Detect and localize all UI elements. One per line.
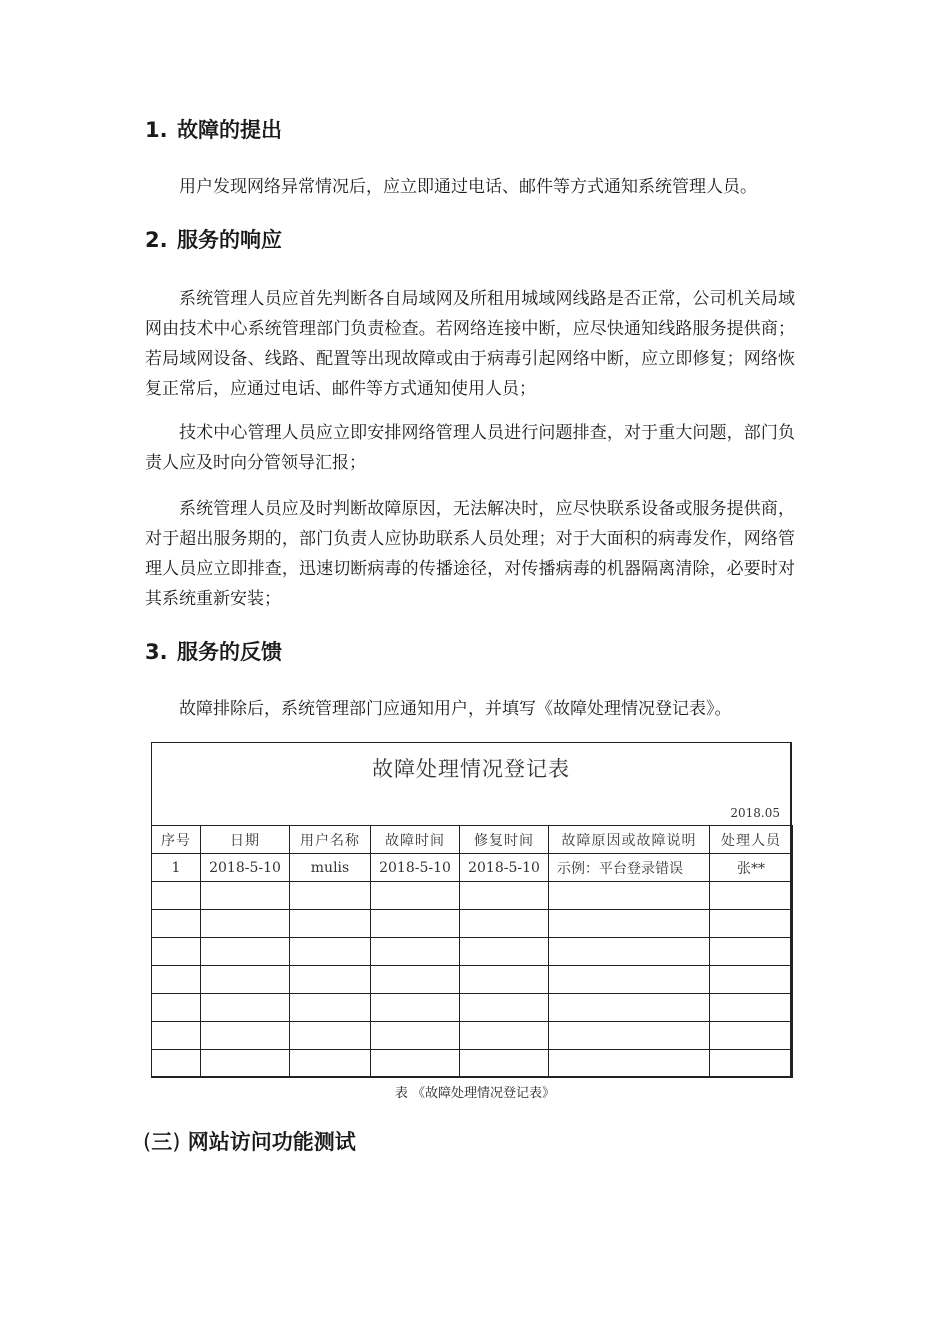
section-title: 网站访问功能测试 (187, 1130, 356, 1154)
heading-number: 2. (145, 228, 168, 252)
table-cell (152, 966, 201, 994)
table-cell (152, 882, 201, 910)
section-numeral: 三 (151, 1130, 173, 1154)
fault-log-table (151, 825, 793, 1078)
table-row (152, 910, 793, 938)
paragraph: 故障排除后，系统管理部门应通知用户，并填写《故障处理情况登记表》。 (179, 699, 732, 719)
table-row (152, 854, 793, 882)
table-cell (152, 1050, 201, 1078)
table-cell (549, 882, 710, 910)
table-cell (290, 966, 371, 994)
heading-title: 故障的提出 (177, 118, 282, 142)
table-cell (710, 1050, 793, 1078)
header-cell-date: 日期 (201, 826, 290, 854)
table-cell (710, 1022, 793, 1050)
paragraph: 系统管理人员应及时判断故障原因，无法解决时，应尽快联系设备或服务提供商，对于超出服务期的，部门负责人应协助联系人员处理；对于大面积的病毒发作，网络管理人员应立即排查，迅速切断病毒的传播途径，对传播病毒的机器隔离清除，必要时对其系统重新安装； (145, 499, 795, 609)
header-cell-description: 故障原因或故障说明 (549, 826, 710, 854)
table-cell (460, 910, 549, 938)
table-row (152, 1050, 793, 1078)
header-cell-handler: 处理人员 (710, 826, 793, 854)
table-cell (371, 1050, 460, 1078)
table-cell (549, 994, 710, 1022)
header-cell-fault-time: 故障时间 (371, 826, 460, 854)
heading-service-response (145, 226, 282, 254)
form-date: 2018.05 (730, 806, 780, 820)
table-cell (290, 910, 371, 938)
heading-service-feedback (145, 638, 282, 666)
table-caption: 表 《故障处理情况登记表》 (394, 1086, 556, 1101)
table-cell (201, 938, 290, 966)
table-row (152, 938, 793, 966)
table-cell (460, 994, 549, 1022)
table-cell (371, 994, 460, 1022)
header-cell-repair-time: 修复时间 (460, 826, 549, 854)
table-row (152, 1022, 793, 1050)
heading-number: 1. (145, 118, 168, 142)
table-cell (710, 966, 793, 994)
heading-title: 服务的反馈 (177, 640, 282, 664)
table-cell: 2018-5-10 (460, 854, 549, 882)
table-cell (290, 994, 371, 1022)
table-cell (152, 910, 201, 938)
table-cell (201, 1050, 290, 1078)
heading-number: 3. (145, 640, 168, 664)
table-cell (549, 966, 710, 994)
section-heading-website-test (143, 1126, 356, 1156)
table-cell (460, 1022, 549, 1050)
table-cell: 张** (710, 854, 793, 882)
table-row (152, 994, 793, 1022)
table-cell (201, 966, 290, 994)
table-cell (460, 938, 549, 966)
paragraph: 系统管理人员应首先判断各自局域网及所租用城域网线路是否正常，公司机关局域网由技术中心系统管理部门负责检查。若网络连接中断，应尽快通知线路服务提供商；若局域网设备、线路、配置等出现故障或由于病毒引起网络中断，应立即修复；网络恢复正常后，应通过电话、邮件等方式通知使用人员； (145, 289, 795, 399)
table-cell (201, 994, 290, 1022)
table-cell (290, 882, 371, 910)
table-cell: mulis (290, 854, 371, 882)
heading-fault-report (145, 116, 282, 144)
table-cell (290, 1050, 371, 1078)
table-cell (152, 1022, 201, 1050)
table-cell (710, 994, 793, 1022)
paragraph: 用户发现网络异常情况后，应立即通过电话、邮件等方式通知系统管理人员。 (179, 177, 757, 197)
table-cell (549, 938, 710, 966)
heading-title: 服务的响应 (177, 228, 282, 252)
table-cell (290, 1022, 371, 1050)
paragraph: 技术中心管理人员应立即安排网络管理人员进行问题排查，对于重大问题，部门负责人应及时向分管领导汇报； (145, 423, 795, 473)
table-cell: 示例：平台登录错误 (549, 854, 710, 882)
table-cell (201, 910, 290, 938)
table-cell (152, 994, 201, 1022)
table-cell: 2018-5-10 (371, 854, 460, 882)
table-cell (549, 910, 710, 938)
table-cell (371, 1022, 460, 1050)
paren-open: ( (143, 1130, 152, 1154)
table-cell (710, 882, 793, 910)
table-cell (710, 910, 793, 938)
table-cell (290, 938, 371, 966)
table-cell (460, 966, 549, 994)
table-cell: 1 (152, 854, 201, 882)
paren-close: ) (172, 1130, 181, 1154)
table-cell (460, 882, 549, 910)
table-cell: 2018-5-10 (201, 854, 290, 882)
table-cell (549, 1022, 710, 1050)
table-cell (201, 1022, 290, 1050)
table-cell (460, 1050, 549, 1078)
table-cell (710, 938, 793, 966)
table-row (152, 882, 793, 910)
fault-log-form (151, 742, 792, 1077)
table-cell (152, 938, 201, 966)
table-cell (549, 1050, 710, 1078)
table-cell (371, 966, 460, 994)
header-cell-user: 用户名称 (290, 826, 371, 854)
table-cell (371, 910, 460, 938)
table-cell (371, 938, 460, 966)
table-header-row (152, 826, 793, 854)
header-cell-index: 序号 (152, 826, 201, 854)
table-cell (371, 882, 460, 910)
table-row (152, 966, 793, 994)
form-title: 故障处理情况登记表 (372, 757, 570, 781)
table-cell (201, 882, 290, 910)
